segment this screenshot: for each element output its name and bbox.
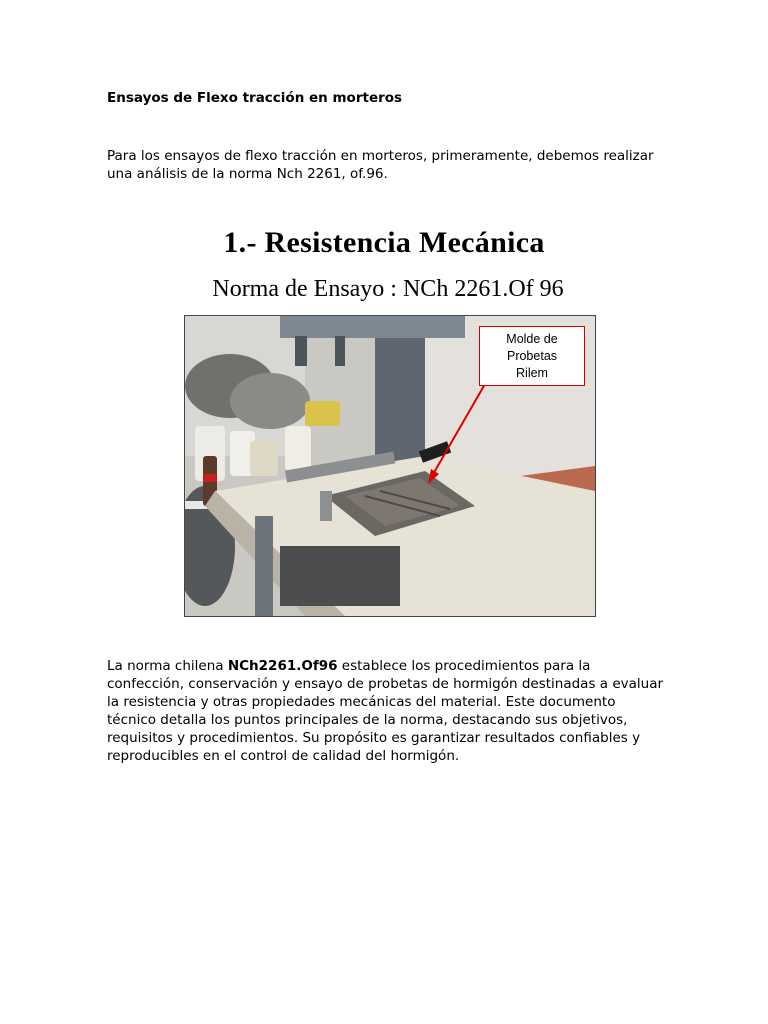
slide-subtitle: Norma de Ensayo : NCh 2261.Of 96 (212, 276, 564, 302)
norm-code: NCh2261.Of96 (227, 658, 338, 674)
callout-line-2: Probetas (506, 348, 558, 363)
document-title: Ensayos de Flexo tracción en morteros (107, 90, 403, 106)
callout-label (479, 326, 585, 386)
callout-line-3: Rilem (516, 365, 548, 380)
intro-paragraph: Para los ensayos de flexo tracción en morteros, primeramente, debemos realizar una análisis de la norma Nch 2261, of.96. (107, 148, 654, 182)
slide-title: 1.- Resistencia Mecánica (223, 226, 545, 259)
body-text-pre: La norma chilena (107, 658, 228, 674)
body-paragraph (107, 657, 667, 765)
body-text-post: establece los procedimientos para la confección, conservación y ensayo de probetas de hormigón destinadas a evaluar la resistencia y otras propiedades mecánicas del material. Este documento técnico detalla los puntos principales de la norma, destacando sus objetivos, requisitos y procedimientos. Su propósito es garantizar resultados confiables y reproducibles en el control de calidad del hormigón. (107, 658, 664, 764)
callout-line-1: Molde de (506, 331, 558, 346)
